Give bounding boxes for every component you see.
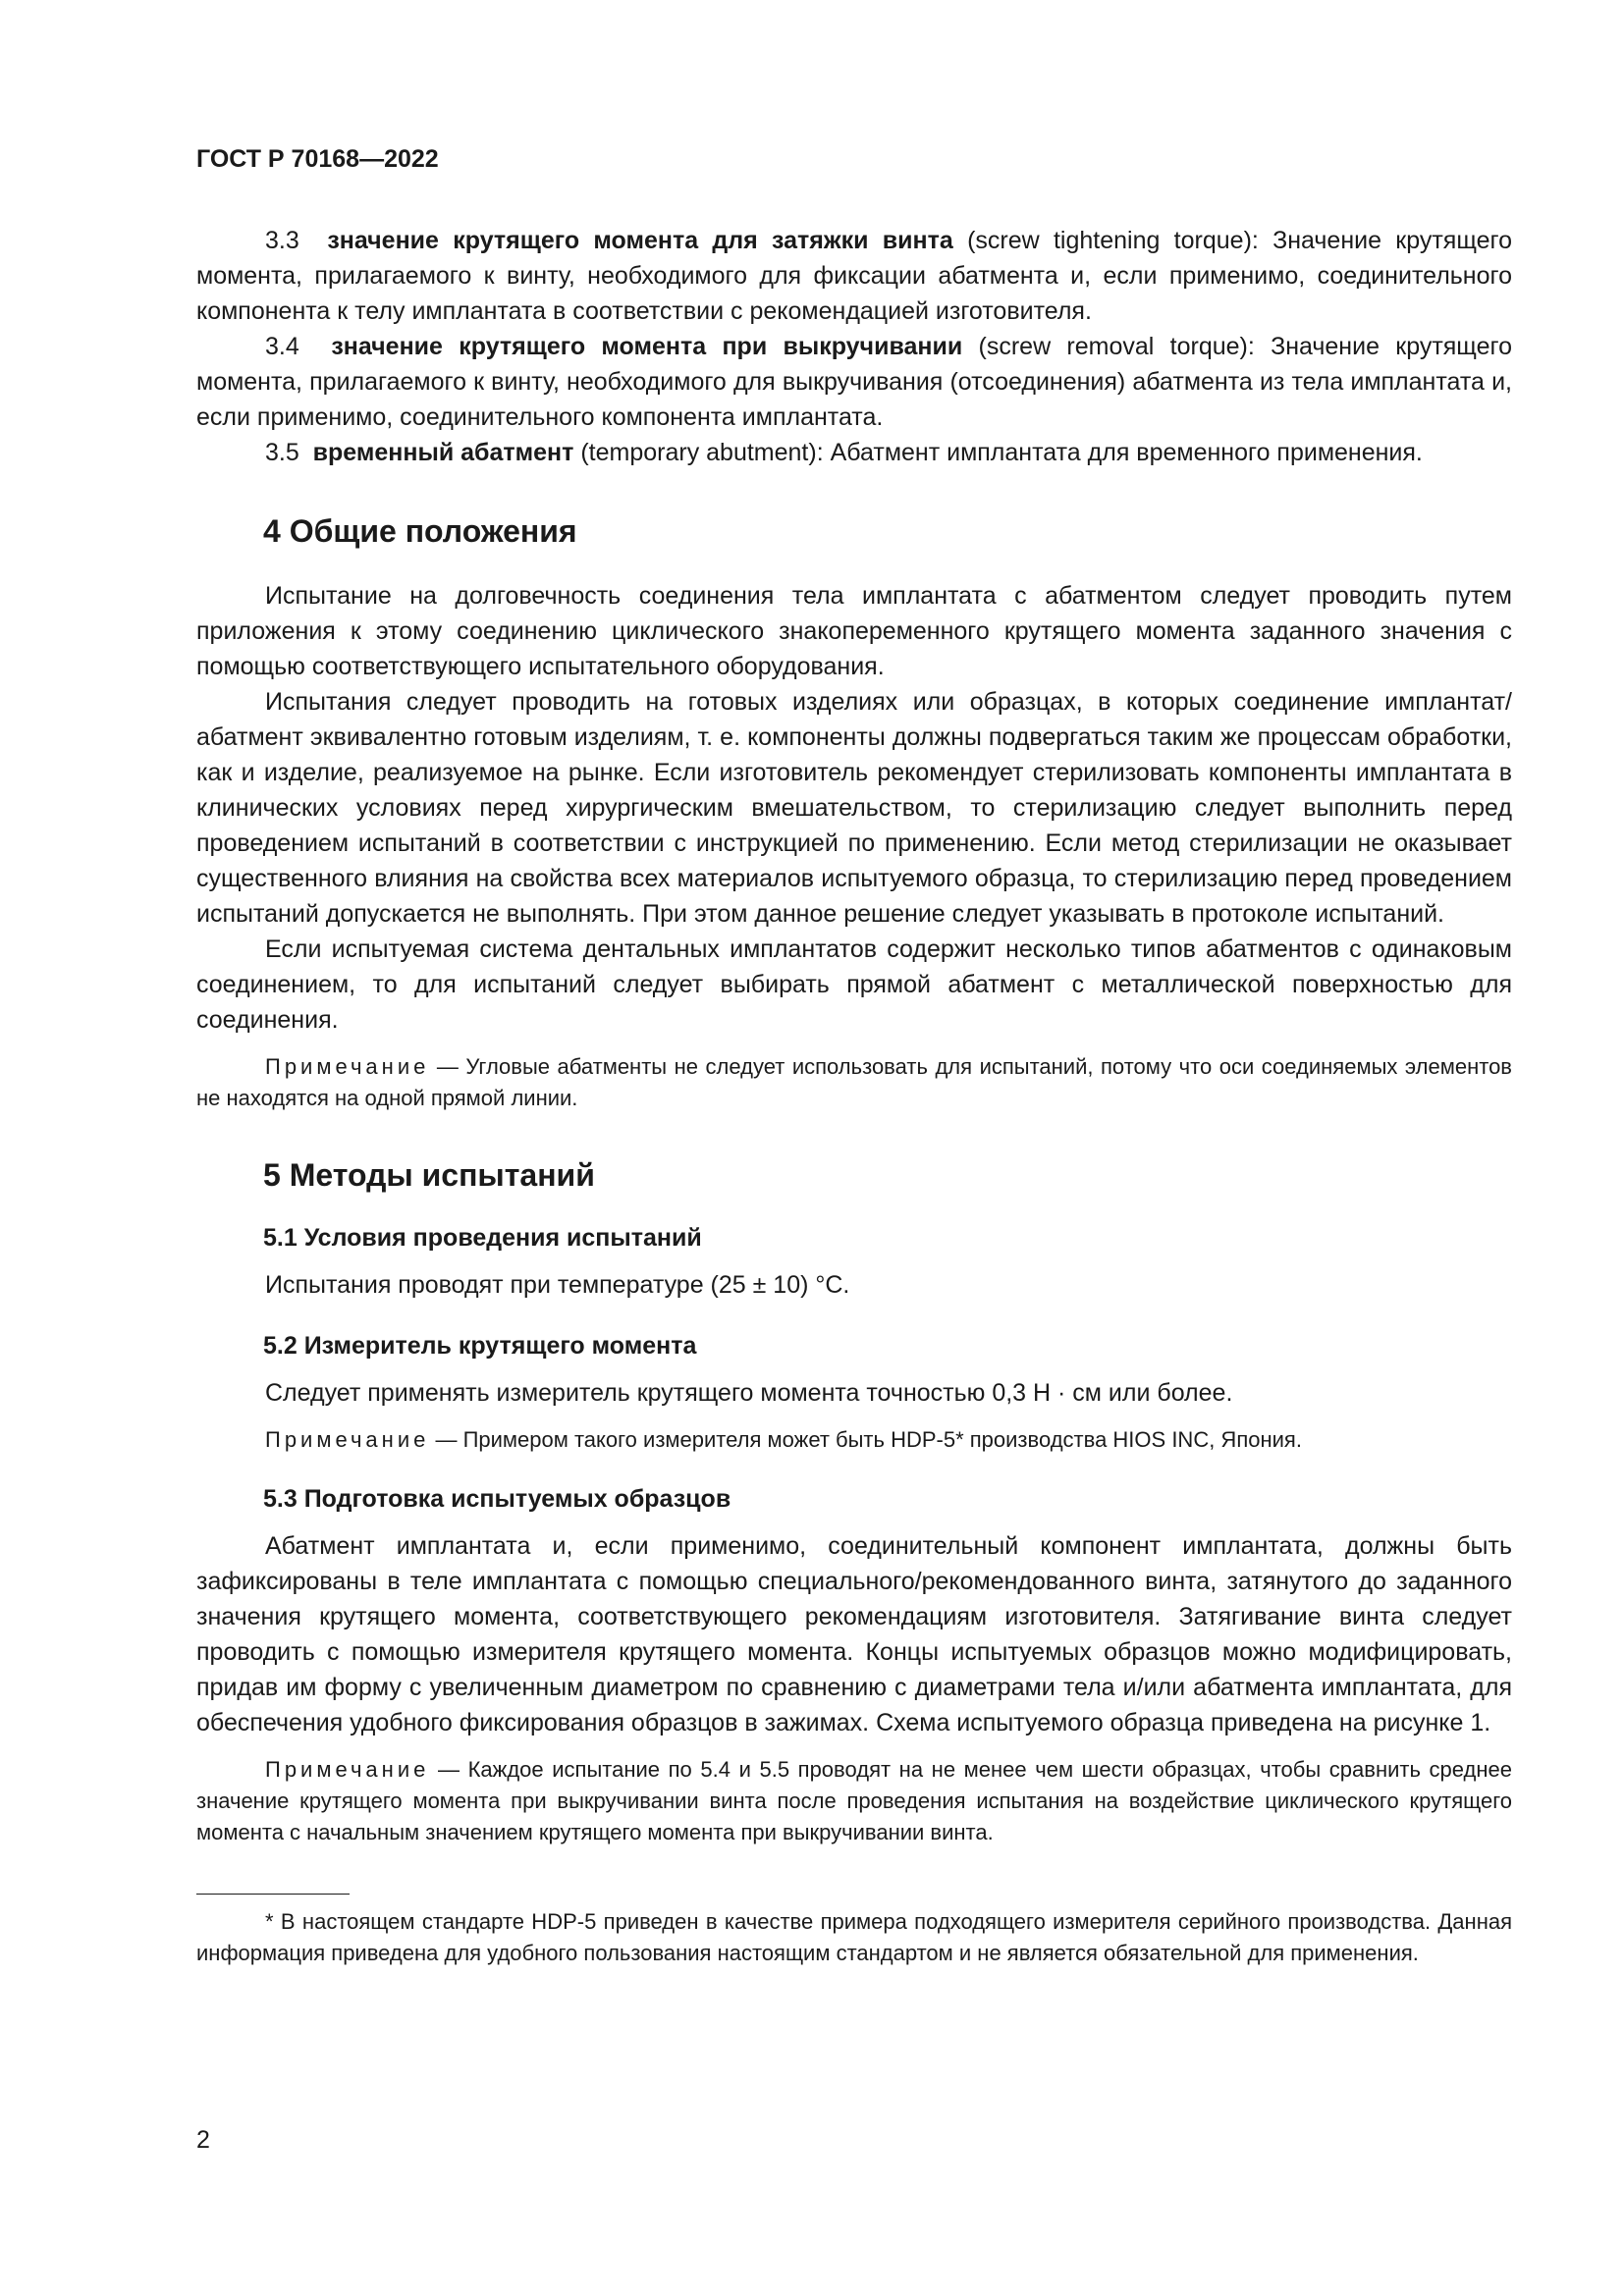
subsection-5-3-text: Абатмент имплантата и, если применимо, соединительный компонент имплантата, должны быть зафиксированы в теле имплантата с помощью специального/рекомендованного винта, затянутого до заданного значения крутящего момента, соответствующего рекомендациям изготовителя. Затягивание винта следует проводить с помощью измерителя крутящего момента. Концы испытуемых образцов можно модифицировать, придав им форму с увеличенным диаметром по сравнению с диаметрами тела и/или абатмента имплантата, для обеспечения удобного фиксирования образцов в зажимах. Схема испытуемого образца приведена на рисунке 1. [196,1532,1512,1736]
subsection-5-2-title: 5.2 Измеритель крутящего момента [263,1332,697,1360]
section-4-paragraph: Испытания следует проводить на готовых изделиях или образцах, в которых соединение имплантат/абатмент эквивалентно готовым изделиям, т. е. компоненты должны подвергаться таким же процессам обработки, как и изделие, реализуемое на рынке. Если изготовитель рекомендует стерилизовать компоненты имплантата в клинических условиях перед хирургическим вмешательством, то стерилизацию следует выполнить перед проведением испытаний в соответствии с инструкцией по применению. Если метод стерилизации не оказывает существенного влияния на свойства всех материалов испытуемого образца, то стерилизацию перед проведением испытаний допускается не выполнять. При этом данное решение следует указывать в протоколе испытаний. [196,688,1512,928]
definition-number: 3.5 [265,439,299,466]
subsection-5-2-note [196,1424,1512,1456]
definition-3-4 [196,329,1512,435]
definition-text: (screw tightening torque): Значение крутящего момента, прилагаемого к винту, необходимого для фиксации абатмента и, если применимо, соединительного компонента к телу имплантата в соответствии с рекомендацией изготовителя. [196,227,1513,325]
section-4-paragraph: Испытание на долговечность соединения тела имплантата с абатментом следует проводить путем приложения к этому соединению циклического знакопеременного крутящего момента заданного значения с помощью соответствующего испытательного оборудования. [196,582,1512,680]
definition-text: (temporary abutment): Абатмент имплантата для временного применения. [573,439,1423,466]
definition-term: временный абатмент [312,439,574,466]
note-text: — Примером такого измерителя может быть HDP-5* производства HIOS INC, Япония. [429,1427,1302,1452]
subsection-5-2-text: Следует применять измеритель крутящего момента точностью 0,3 Н · см или более. [265,1379,1233,1407]
section-5-title: 5 Методы испытаний [263,1157,595,1193]
note-text: — Каждое испытание по 5.4 и 5.5 проводят на не менее чем шести образцах, чтобы сравнить среднее значение крутящего момента при выкручивании винта после проведения испытания на воздействие циклического крутящего момента с начальным значением крутящего момента при выкручивании винта. [196,1757,1512,1844]
subsection-5-3-title: 5.3 Подготовка испытуемых образцов [263,1485,731,1513]
section-4-note [196,1051,1512,1114]
definition-term: значение крутящего момента при выкручивании [331,333,963,360]
definition-3-3 [196,223,1512,329]
note-label: Примечание [265,1054,430,1079]
subsection-5-1-text: Испытания проводят при температуре (25 ± 10) °C. [265,1271,850,1299]
document-page [196,145,1512,1969]
note-label: Примечание [265,1757,430,1782]
section-4-paragraph: Если испытуемая система дентальных имплантатов содержит несколько типов абатментов с одинаковым соединением, то для испытаний следует выбирать прямой абатмент с металлической поверхностью для соединения. [196,935,1512,1034]
footnote: * В настоящем стандарте HDP-5 приведен в качестве примера подходящего измерителя серийного производства. Данная информация приведена для удобного пользования настоящим стандартом и не является обязательной для применения. [196,1909,1512,1965]
document-header: ГОСТ Р 70168—2022 [196,145,439,173]
note-text: — Угловые абатменты не следует использовать для испытаний, потому что оси соединяемых элементов не находятся на одной прямой линии. [196,1054,1512,1110]
definition-term: значение крутящего момента для затяжки винта [327,227,953,254]
page-number: 2 [196,2126,210,2154]
footnote-divider [196,1894,350,1895]
subsection-5-1-title: 5.1 Условия проведения испытаний [263,1224,702,1252]
definition-number: 3.3 [265,227,299,254]
subsection-5-3-note [196,1754,1512,1848]
definition-number: 3.4 [265,333,299,360]
definition-text: (screw removal torque): Значение крутящего момента, прилагаемого к винту, необходимого для выкручивания (отсоединения) абатмента из тела имплантата и, если применимо, соединительного компонента имплантата. [196,333,1512,431]
note-label: Примечание [265,1427,430,1452]
definition-3-5 [196,435,1512,470]
section-4-title: 4 Общие положения [263,513,577,549]
